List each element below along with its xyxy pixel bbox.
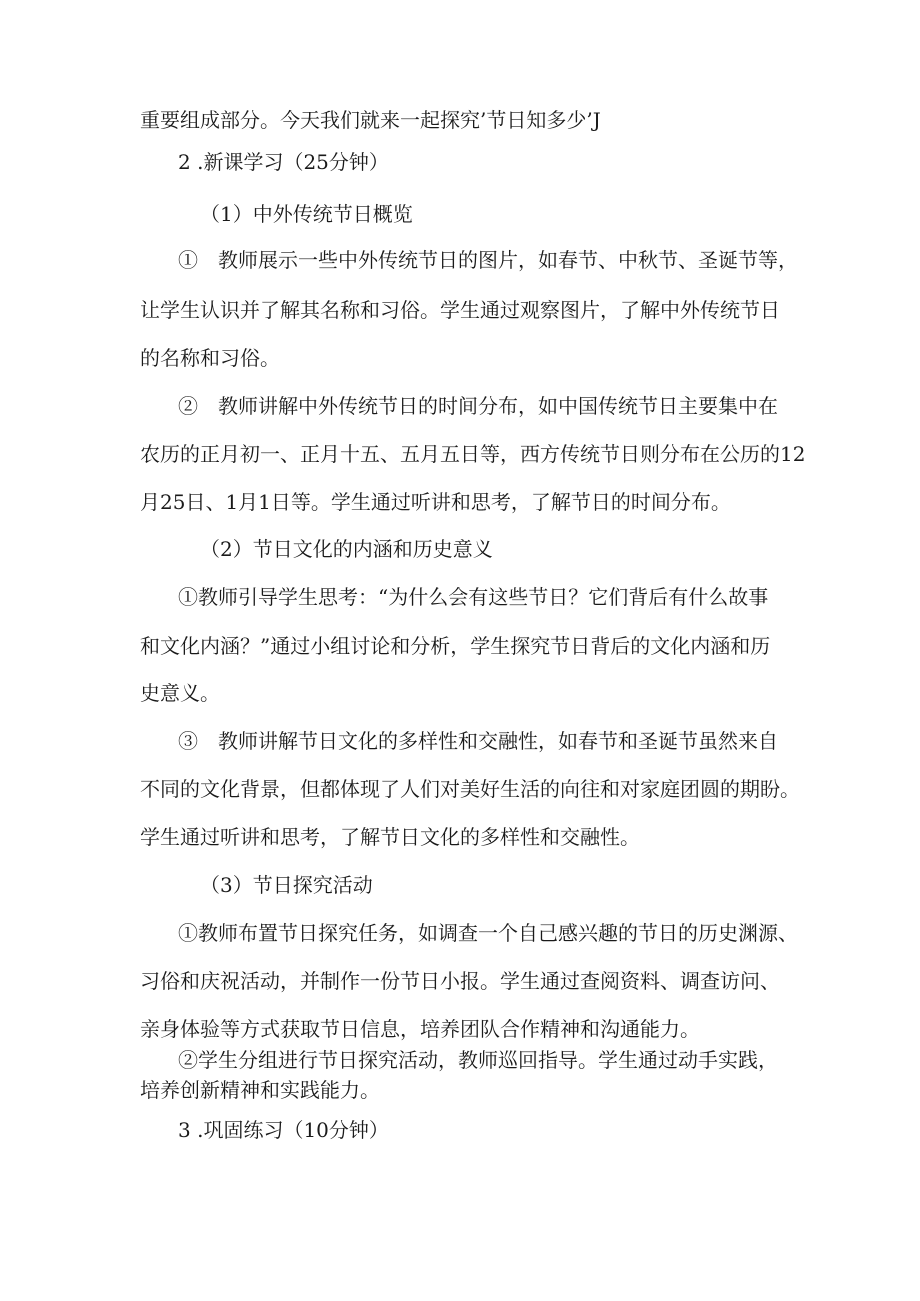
text-line: ② 教师讲解中外传统节日的时间分布，如中国传统节日主要集中在 [178, 394, 778, 418]
text-line-intro-end: 重要组成部分。今天我们就来一起探究’节日知多少’J [140, 108, 601, 132]
section-heading-new-lesson: 2 .新课学习（25分钟） [178, 150, 389, 174]
subsection-heading-overview: （1）中外传统节日概览 [200, 202, 413, 226]
text-line: 农历的正月初一、正月十五、五月五日等，西方传统节日则分布在公历的12 [140, 442, 806, 466]
text-line: 学生通过听讲和思考，了解节日文化的多样性和交融性。 [140, 825, 640, 849]
text-line: ③ 教师讲解节日文化的多样性和交融性，如春节和圣诞节虽然来自 [178, 729, 778, 753]
text-line: 习俗和庆祝活动，并制作一份节日小报。学生通过查阅资料、调查访问、 [140, 969, 780, 993]
subsection-heading-activity: （3）节日探究活动 [200, 873, 373, 897]
text-line: ①教师布置节日探究任务，如调查一个自己感兴趣的节日的历史渊源、 [178, 921, 798, 945]
subsection-heading-culture: （2）节日文化的内涵和历史意义 [200, 537, 493, 561]
text-line: 让学生认识并了解其名称和习俗。学生通过观察图片，了解中外传统节日 [140, 298, 780, 322]
text-line: 不同的文化背景，但都体现了人们对美好生活的向往和对家庭团圆的期盼。 [140, 777, 800, 801]
text-line: 的名称和习俗。 [140, 346, 280, 370]
section-heading-practice: 3 .巩固练习（10分钟） [178, 1118, 389, 1142]
text-line: ②学生分组进行节日探究活动，教师巡回指导。学生通过动手实践， [178, 1048, 778, 1072]
text-line: 亲身体验等方式获取节日信息，培养团队合作精神和沟通能力。 [140, 1017, 700, 1041]
text-line: 月25日、1月1日等。学生通过听讲和思考，了解节日的时间分布。 [140, 490, 731, 514]
text-line: 和文化内涵？”通过小组讨论和分析，学生探究节日背后的文化内涵和历 [140, 634, 771, 658]
text-line: 史意义。 [140, 681, 220, 705]
text-line: 培养创新精神和实践能力。 [140, 1078, 380, 1102]
text-line: ① 教师展示一些中外传统节日的图片，如春节、中秋节、圣诞节等， [178, 248, 798, 272]
text-line: ①教师引导学生思考：“为什么会有这些节日？它们背后有什么故事 [178, 585, 769, 609]
